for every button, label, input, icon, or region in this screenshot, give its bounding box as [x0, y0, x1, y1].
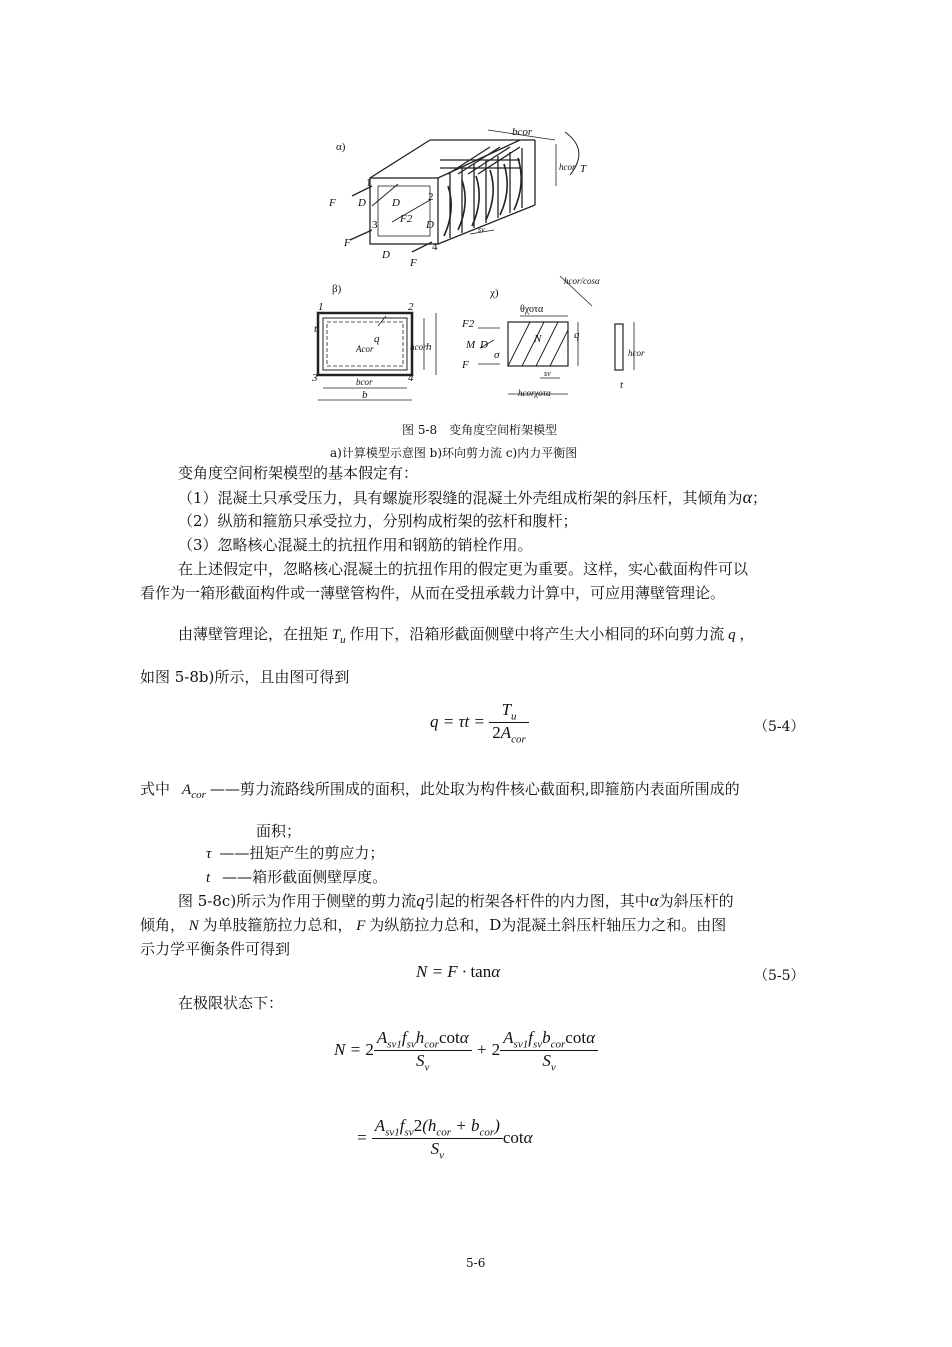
assumption-3: （3）忽略核心混凝土的抗扭作用和钢筋的销栓作用。	[178, 536, 533, 554]
svg-text:4: 4	[432, 241, 438, 253]
page-number: 5-6	[466, 1256, 486, 1270]
svg-text:F: F	[344, 237, 351, 249]
svg-text:hcor: hcor	[559, 162, 576, 172]
svg-text:F: F	[410, 257, 417, 269]
svg-text:sv: sv	[478, 225, 485, 234]
svg-text:q: q	[574, 329, 580, 341]
paragraph-thinwall-2: 看作为一箱形截面构件或一薄壁管构件，从而在受扭承载力计算中，可应用薄壁管理论。	[140, 584, 726, 602]
equation-n-limit: N = 2 $\frac{A_{sv1}f_{sv}h_{cor}\cot\alpha}{S_v}$ + 2 $\frac{A_{sv1}f_{sv}b_{cor}\cot\alpha}{S_v}$	[334, 1028, 598, 1074]
paragraph-internal-force-1: 图 5-8c)所示为作用于侧壁的剪力流q引起的桁架各杆件的内力图，其中α为斜压杆的	[178, 891, 734, 910]
paragraph-assumptions-intro: 变角度空间桁架模型的基本假定有：	[178, 464, 419, 482]
equation-5-5-number: （5-5）	[754, 968, 805, 984]
where-clause-acor-2: 面积；	[256, 822, 302, 840]
svg-text:θχοτα: θχοτα	[520, 304, 544, 315]
svg-text:h: h	[426, 341, 432, 353]
svg-text:bcor: bcor	[512, 126, 533, 138]
panel-b-labels	[311, 283, 432, 401]
svg-text:q: q	[374, 333, 380, 345]
svg-text:D: D	[382, 249, 390, 261]
panel-c-labels	[461, 276, 645, 398]
svg-text:1: 1	[366, 177, 372, 189]
paragraph-internal-force-3: 示力学平衡条件可得到	[140, 940, 291, 958]
svg-text:Acor: Acor	[356, 344, 374, 354]
equation-n-limit-simplified: = $\frac{A_{sv1}f_{sv}2(h_{cor} + b_{cor})}{S_v}$ cotα	[356, 1116, 533, 1162]
svg-text:hcor/cosα: hcor/cosα	[564, 276, 600, 286]
figure-subcaption: a)计算模型示意图 b)环向剪力流 c)内力平衡图	[330, 446, 578, 460]
svg-text:F2: F2	[400, 213, 413, 225]
svg-text:b: b	[362, 389, 368, 401]
svg-text:hcor: hcor	[410, 342, 427, 352]
svg-text:F2: F2	[462, 318, 475, 330]
svg-text:N: N	[534, 333, 542, 345]
svg-text:bcor: bcor	[356, 377, 373, 387]
equation-5-5: N = F · tanα	[416, 962, 501, 981]
svg-text:3: 3	[372, 219, 378, 231]
paragraph-limit-state: 在极限状态下：	[178, 994, 284, 1012]
paragraph-internal-force-2: 倾角， N 为单肢箍筋拉力总和， F 为纵筋拉力总和，D为混凝土斜压杆轴压力之和。由图	[140, 916, 727, 934]
assumption-2: （2）纵筋和箍筋只承受拉力，分别构成桁架的弦杆和腹杆；	[178, 512, 578, 530]
svg-text:hcorχοτα: hcorχοτα	[518, 388, 551, 398]
where-clause-tau: τ ——扭矩产生的剪应力；	[206, 844, 385, 862]
panel-a-truss-box	[350, 130, 579, 252]
svg-text:D: D	[358, 197, 366, 209]
figure-5-8	[300, 120, 660, 420]
svg-text:2: 2	[428, 191, 434, 203]
svg-text:2: 2	[408, 301, 414, 313]
svg-text:D: D	[392, 197, 400, 209]
svg-text:F: F	[462, 359, 469, 371]
paragraph-shearflow: 由薄壁管理论，在扭矩 $T_u$ 作用下，沿箱形截面侧壁中将产生大小相同的环向剪力流 q ，	[178, 625, 755, 646]
svg-text:t: t	[314, 323, 318, 335]
equation-5-4-number: （5-4）	[754, 719, 805, 735]
figure-caption: 图 5-8 变角度空间桁架模型	[402, 423, 558, 437]
paragraph-thinwall-1: 在上述假定中，忽略核心混凝土的抗扭作用的假定更为重要。这样，实心截面构件可以	[178, 560, 749, 578]
svg-text:3: 3	[312, 372, 318, 384]
svg-text:4: 4	[408, 372, 414, 384]
svg-text:T: T	[580, 163, 587, 175]
assumption-1: （1）混凝土只承受压力，具有螺旋形裂缝的混凝土外壳组成桁架的斜压杆，其倾角为α；	[178, 487, 768, 507]
panel-a-labels	[328, 126, 587, 269]
where-clause-acor: 式中 $A_{cor}$ ——剪力流路线所围成的面积，此处取为构件核心截面积,即箍筋内表面所围成的	[140, 780, 740, 801]
paragraph-shearflow-2: 如图 5-8b)所示，且由图可得到	[140, 668, 350, 686]
panel-a-label: α)	[336, 141, 346, 153]
svg-text:1: 1	[318, 301, 324, 313]
svg-text:t: t	[620, 379, 624, 391]
svg-text:sv: sv	[544, 369, 551, 378]
svg-text:M: M	[466, 339, 476, 351]
panel-c-equilibrium	[478, 276, 634, 394]
where-clause-t: t ——箱形截面侧壁厚度。	[206, 868, 388, 886]
svg-text:D: D	[480, 339, 488, 351]
equation-5-4: q = τt = $\frac{T_u}{2A_{cor}}$	[430, 700, 529, 746]
svg-text:σ: σ	[494, 349, 500, 361]
panel-b-section	[318, 313, 436, 400]
panel-b-label: β)	[332, 283, 342, 295]
panel-c-label: χ)	[490, 287, 499, 299]
svg-text:hcor: hcor	[628, 348, 645, 358]
svg-text:D: D	[426, 219, 434, 231]
svg-text:F: F	[329, 197, 336, 209]
